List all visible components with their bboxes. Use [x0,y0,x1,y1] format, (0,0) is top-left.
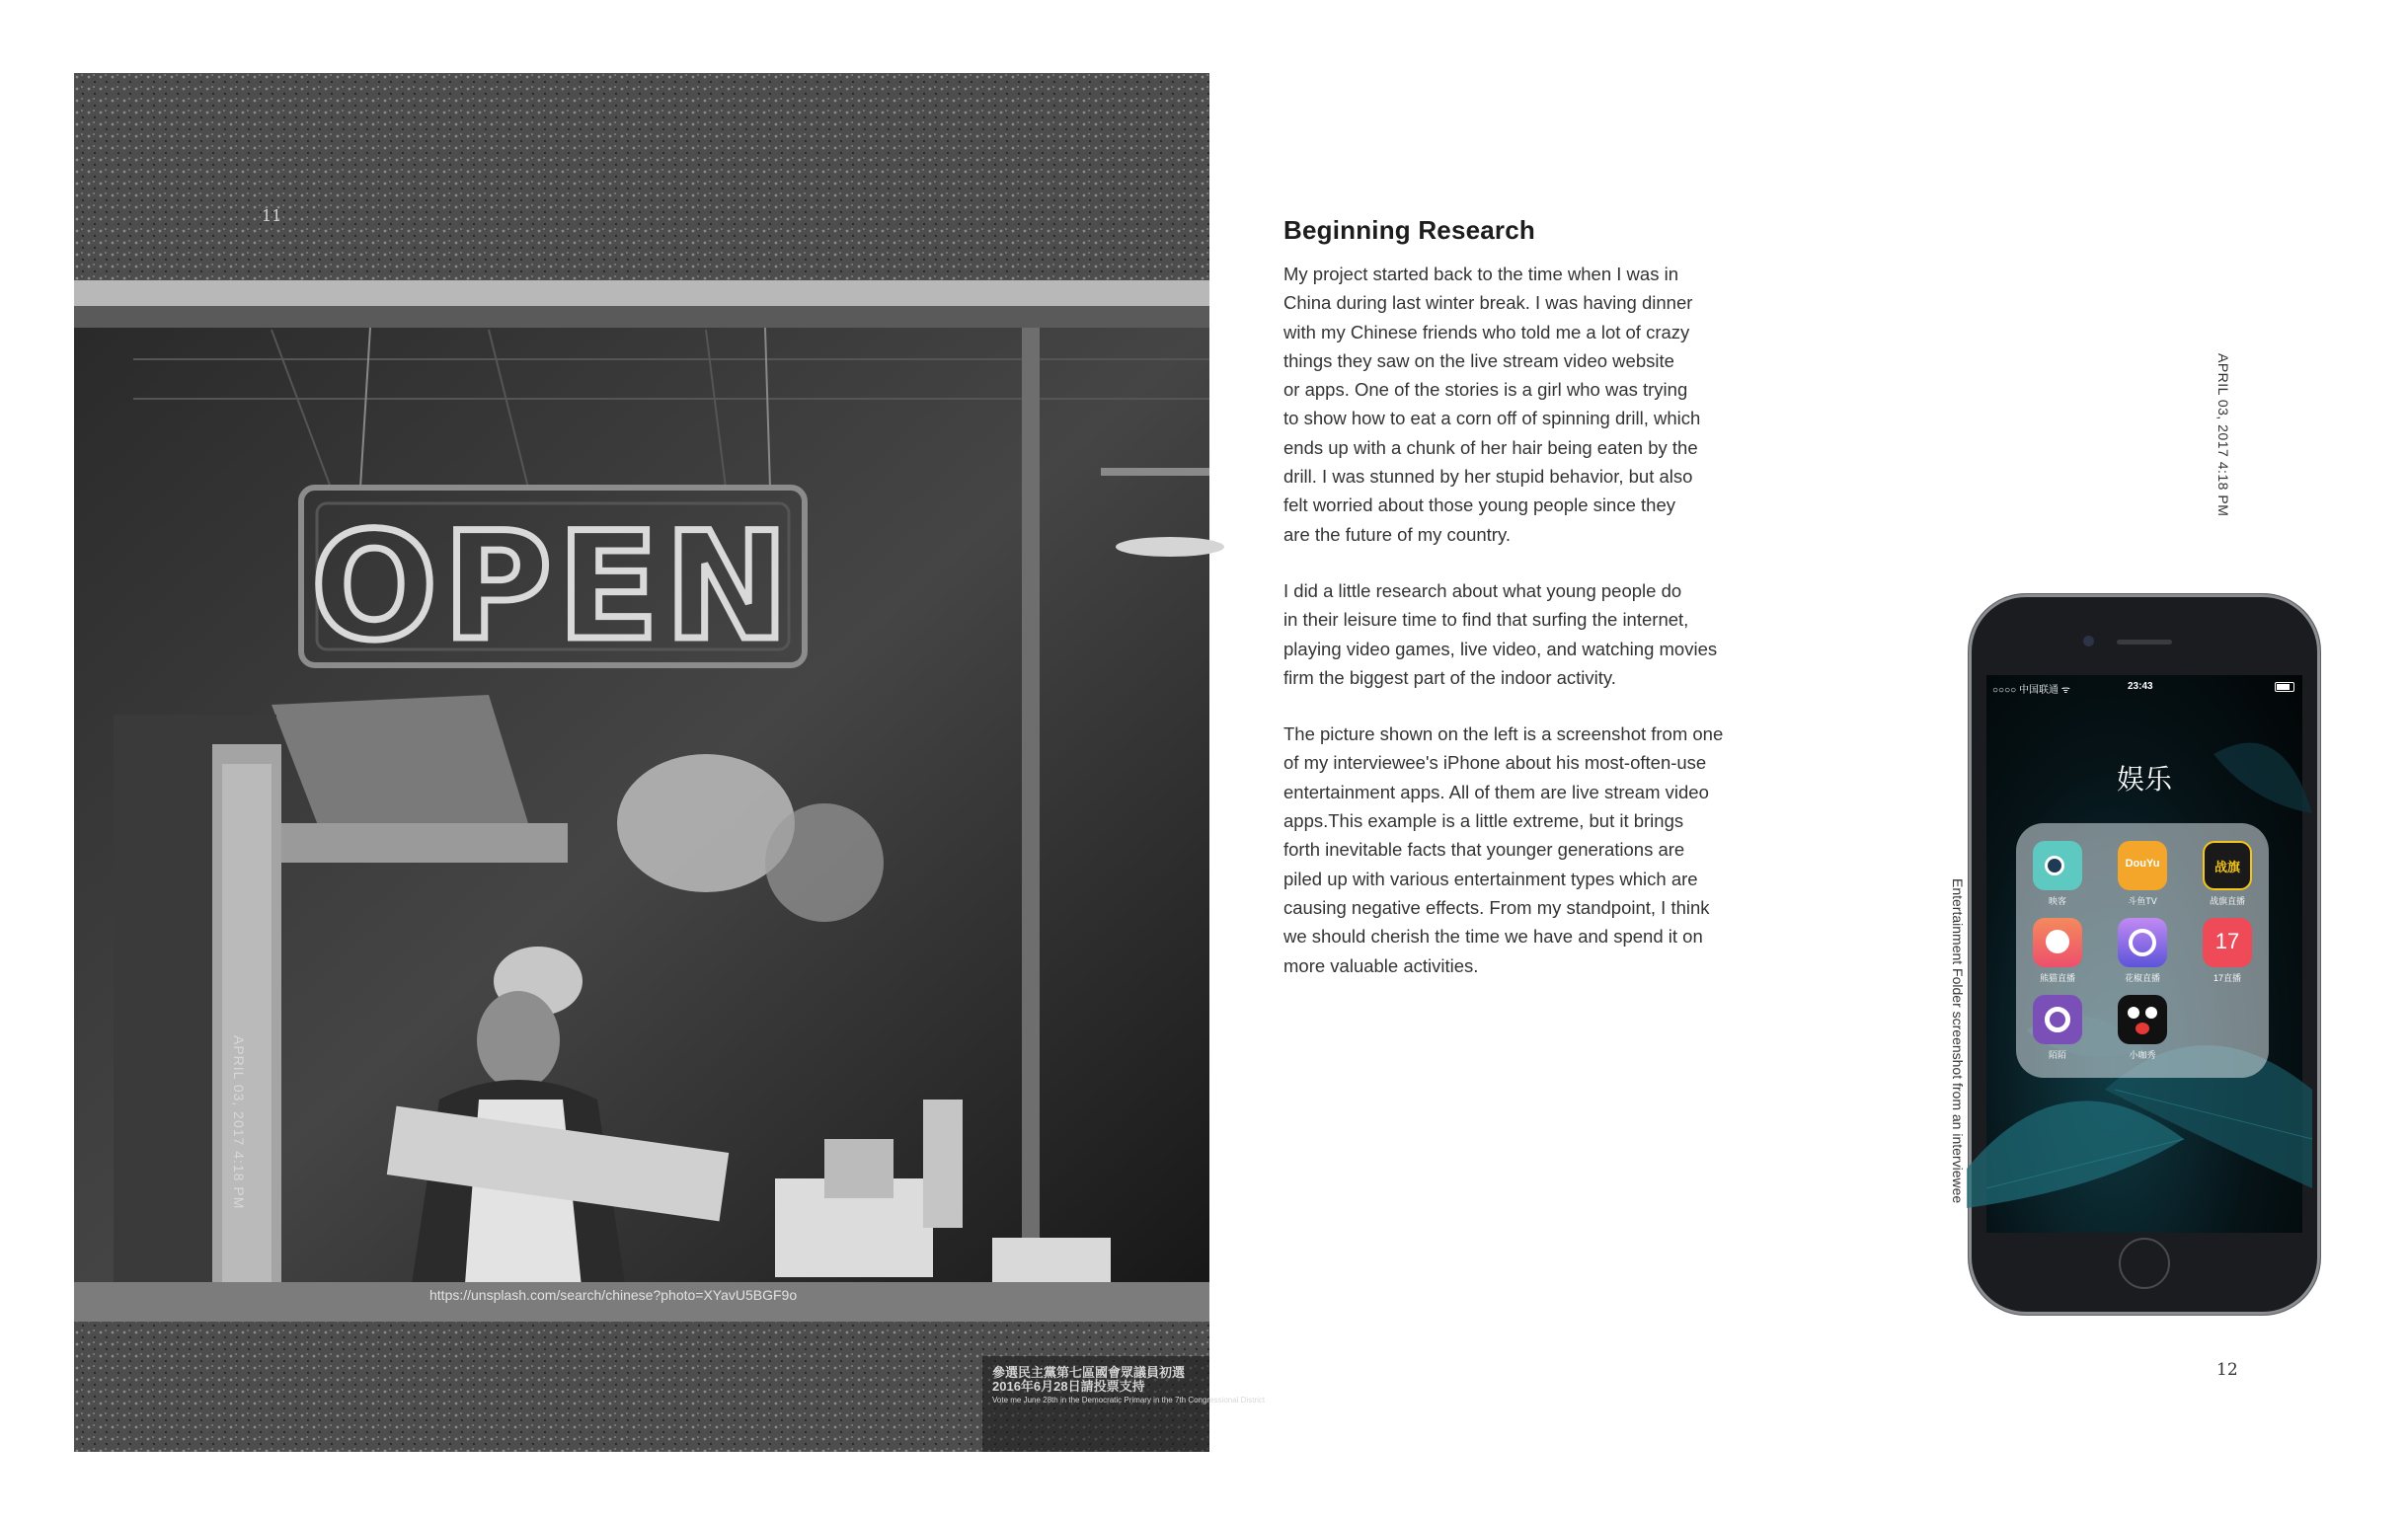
front-camera [2083,636,2094,646]
app-yingke[interactable]: 映客 [2028,841,2087,907]
status-time: 23:43 [2128,681,2153,692]
app-huajiao[interactable]: 花椒直播 [2113,918,2172,984]
page-number-left: 11 [262,206,282,225]
page-number-right: 12 [2216,1360,2238,1380]
app-zhanqi[interactable]: 战旗 战旗直播 [2198,841,2257,907]
poster-line-3: Vote me June 28th in the Democratic Primary in the 7th Congressional District [992,1396,1266,1404]
photo-illustration [74,73,1209,1452]
open-sign: OPEN [311,501,795,673]
earpiece-speaker [2117,640,2172,645]
campaign-poster-text [992,1366,1265,1407]
phone-caption: Entertainment Folder screenshot from an interviewee [1950,878,1966,1204]
huajiao-app-icon [2118,918,2167,967]
article [1283,215,1797,1008]
side-date-stamp: APRIL 03, 2017 4:18 PM [2215,353,2231,517]
carrier-label: ○○○○ 中国联通 ᯤ [1992,685,2070,696]
battery-icon [2275,682,2294,692]
panda-app-icon [2033,918,2082,967]
article-title: Beginning Research [1283,215,1535,245]
photo-date-stamp: APRIL 03, 2017 4:18 PM [231,1035,247,1210]
app-xiaokaxiu[interactable]: 小咖秀 [2113,995,2172,1061]
app-panda[interactable]: 熊猫直播 [2028,918,2087,984]
poster-line-1: 參選民主黨第七區國會眾議員初選 [992,1365,1186,1380]
app-douyu[interactable]: DouYu 斗鱼TV [2113,841,2172,907]
app-momo[interactable]: 陌陌 [2028,995,2087,1061]
douyu-app-icon: DouYu [2118,841,2167,890]
momo-app-icon [2033,995,2082,1044]
zhanqi-app-icon: 战旗 [2203,841,2252,890]
home-button[interactable] [2119,1238,2170,1289]
iphone-mockup [1969,594,2320,1315]
article-paragraph-2: I did a little research about what young people do in their leisure time to find that surfing the internet, playing video games, live video, and watching movies firm the biggest part of the indoor activity. [1283,579,1718,688]
article-paragraph-1: My project started back to the time when I was in China during last winter break. I was having dinner with my Chinese friends who told me a lot of crazy things they saw on the live stream video website or apps. One of the stories is a girl who was trying to show how to eat a corn off of spinning drill, which ends up with a chunk of her hair being eaten by the drill. I was stunned by her stupid behavior, but also felt worried about those young people since they are the future of my country. [1283,264,1701,545]
poster-line-2: 2016年6月28日請投票支持 [992,1379,1145,1394]
status-bar [1986,675,2302,697]
xiaokaxiu-app-icon [2118,995,2167,1044]
17-app-icon: 17 [2203,918,2252,967]
folder-title: 娱乐 [2116,764,2172,795]
camera-app-icon [2033,841,2082,890]
app-17[interactable]: 17 17直播 [2198,918,2257,984]
phone-screen [1986,675,2302,1233]
restaurant-photo [74,73,1266,1452]
app-folder [2016,823,2269,1078]
photo-source-url[interactable]: https://unsplash.com/search/chinese?photo=XYavU5BGF9o [429,1287,798,1303]
article-paragraph-3: The picture shown on the left is a screenshot from one of my interviewee's iPhone about his most-often-use entertainment apps. All of them are live stream video apps.This example is a little extreme, but it brings forth inevitable facts that younger generations are piled up with various entertainment types which are causing negative effects. From my standpoint, I think we should cherish the time we have and spend it on more valuable activities. [1283,723,1724,976]
